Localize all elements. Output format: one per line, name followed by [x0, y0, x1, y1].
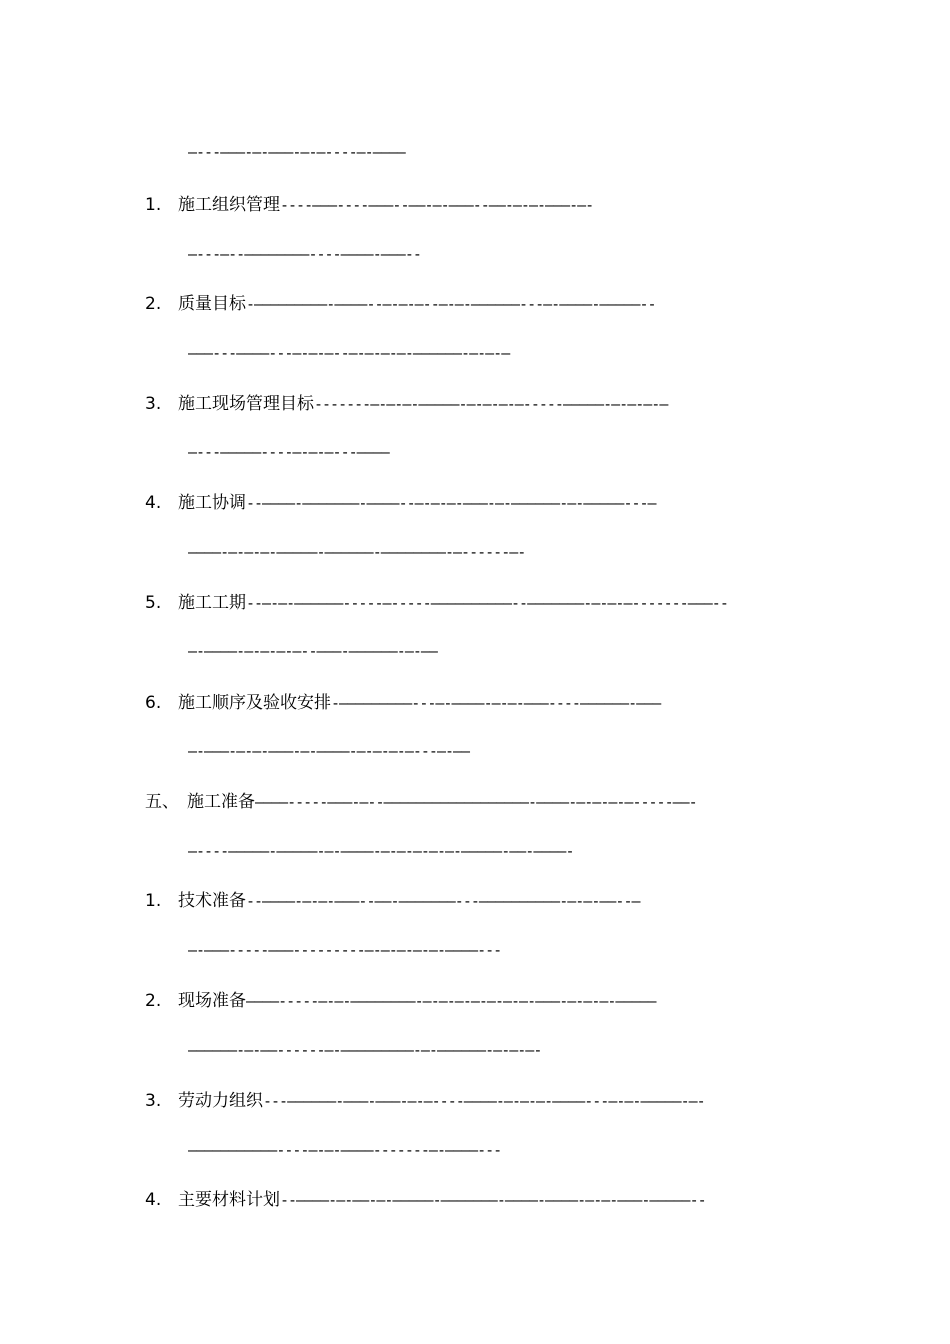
toc-entry[interactable] — [145, 393, 817, 415]
toc-entry[interactable] — [145, 1090, 829, 1112]
toc-entry-continuation: ———————————----—-—-————-------—-————--- — [188, 1141, 502, 1159]
toc-entry-continuation: ———---————---—-—-—--—-—-—-—-——————-—-—-— — [188, 344, 510, 362]
toc-entry-continuation: —-———-----———---------—-—-—-—-—-————--- — [188, 941, 502, 959]
toc-entry-number: 5. — [145, 593, 162, 613]
toc-entry-title: 质量目标 — [178, 294, 246, 314]
toc-entry-number: 五、 — [145, 792, 179, 812]
toc-entry-continuation: —---—————----—-—-—---———— — [188, 443, 389, 461]
toc-entry-title: 施工工期 — [178, 593, 246, 613]
toc-entry[interactable] — [145, 692, 837, 714]
toc-entry-leader: -—————————---—-————-—-—-———----——————-——— — [331, 694, 661, 712]
toc-entry-number: 2. — [145, 294, 162, 314]
toc-entry[interactable] — [145, 293, 843, 315]
toc-entry-leader: ————-----—-—-————————-—-—-—-—-—-—-—-———-—-—-—-————— — [246, 992, 656, 1010]
toc-top-continuation: —---———-—-———-—-—----—-———— — [188, 143, 405, 161]
toc-entry[interactable] — [145, 492, 831, 514]
toc-entry-title: 劳动力组织 — [178, 1091, 263, 1111]
toc-entry[interactable] — [145, 592, 830, 614]
toc-entry-continuation: —----—————-—————-—-————-—-—-—-—-—-—————-——-————- — [188, 842, 574, 860]
toc-entry-number: 2. — [145, 991, 162, 1011]
toc-entry-leader: --—-—-——————-----—-----——————————--———————-—-—-—-------———-- — [246, 594, 728, 612]
toc-entry-number: 4. — [145, 493, 162, 513]
toc-entry-title: 施工协调 — [178, 493, 246, 513]
toc-entry-continuation: ——————-—-——------—-—————————-—-——————-—-—-—- — [188, 1041, 542, 1059]
toc-entry-number: 3. — [145, 394, 162, 414]
toc-section-heading[interactable] — [145, 791, 807, 813]
toc-entry[interactable] — [145, 990, 837, 1012]
toc-entry-leader: ---——————-———-———-—-—----————-—-—-—-————---—-—-—————-—- — [263, 1092, 705, 1110]
toc-entry-leader: --————-—-——-—-—————-———————-————-————-—-—-———-—————-- — [280, 1191, 706, 1209]
toc-entry-title: 技术准备 — [178, 891, 246, 911]
toc-entry-leader: --————-—-—-———--——-———————---——————————-—-—-——--— — [246, 892, 640, 910]
toc-entry-continuation: —-————-—-—-—-—--———-——————-—-—— — [188, 642, 437, 660]
toc-entry-number: 1. — [145, 891, 162, 911]
toc-entry-title: 主要材料计划 — [178, 1190, 280, 1210]
toc-entry-title: 施工现场管理目标 — [178, 394, 314, 414]
toc-entry[interactable] — [145, 194, 817, 216]
toc-entry-number: 1. — [145, 195, 162, 215]
toc-entry-leader: -—————————-————--—-—-—--—-—-——————---—-————-—————-- — [246, 295, 656, 313]
toc-entry-continuation: —-———-—-—-———-—-————-—-—-—-—---—-—— — [188, 742, 470, 760]
toc-entry-title: 施工组织管理 — [178, 195, 280, 215]
toc-entry-title: 施工准备 — [187, 792, 255, 812]
toc-entry-title: 施工顺序及验收安排 — [178, 693, 331, 713]
toc-entry-continuation: —---—--————————----————-———-- — [188, 245, 421, 263]
toc-entry-leader: ----———----———--——-—-———--——-—-—-———-—- — [280, 196, 594, 214]
toc-entry-leader: -------—-—-—-—————-—-—-—-—-----—————-—-—-—-— — [314, 395, 668, 413]
toc-entry[interactable] — [145, 890, 837, 912]
toc-entry-title: 现场准备 — [178, 991, 246, 1011]
toc-entry-leader: ————-----———-—--——————————————————-————-—-—-—-—-----——- — [255, 793, 697, 811]
toc-entry[interactable] — [145, 1189, 843, 1211]
toc-entry-continuation: ————-—-—-—-—————-——————-————————-—------—- — [188, 543, 526, 561]
toc-entry-leader: --————-———————-————--—-—-—-———-—-——————-—-—————---— — [246, 494, 656, 512]
toc-entry-number: 3. — [145, 1091, 162, 1111]
toc-entry-number: 6. — [145, 693, 162, 713]
toc-entry-number: 4. — [145, 1190, 162, 1210]
